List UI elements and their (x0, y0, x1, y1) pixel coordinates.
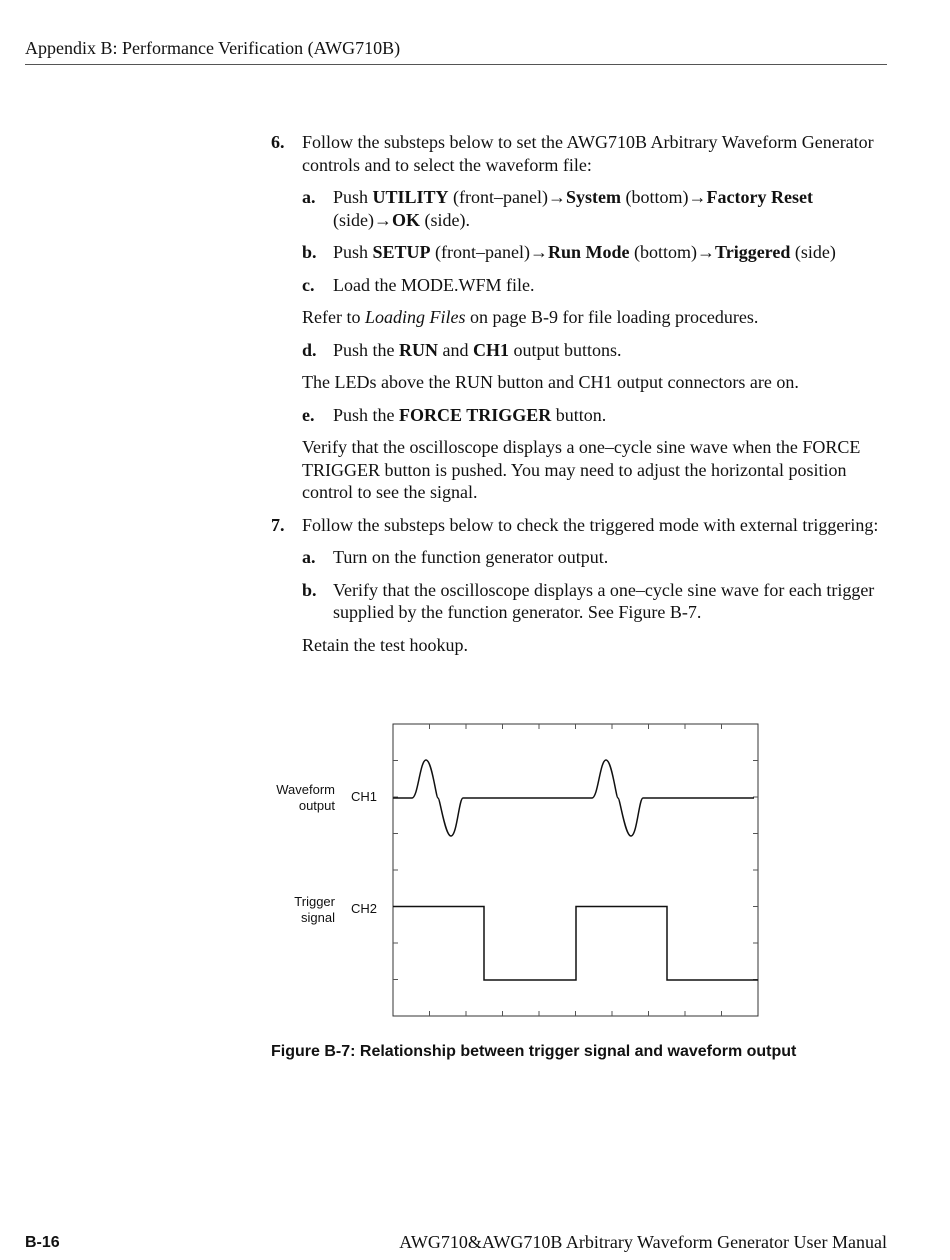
ch2-label-line2: signal (301, 910, 335, 925)
step-6 (271, 131, 891, 176)
substep-letter: a. (302, 547, 316, 567)
ch2-channel-name: CH2 (351, 901, 378, 916)
substep-letter: d. (302, 339, 317, 360)
leds-note: The LEDs above the RUN button and CH1 output connectors are on. (302, 372, 799, 392)
text-run: Push (333, 242, 373, 262)
text-run: (side). (420, 209, 470, 230)
ch1-channel-name: CH1 (351, 789, 378, 804)
run-mode-key: Run Mode (548, 242, 630, 262)
step-text: Follow the substeps below to set the AWG710B Arbitrary Waveform Generator controls and to select the waveform file: (302, 132, 874, 175)
substep-6e (302, 404, 891, 427)
refer-note (302, 306, 891, 329)
system-key: System (566, 187, 622, 207)
substep-letter: b. (302, 579, 317, 600)
setup-key: SETUP (372, 242, 431, 262)
ch2-label-line1: Trigger (294, 894, 335, 909)
ok-key: OK (391, 209, 420, 230)
text-run: Refer to (302, 307, 365, 327)
arrow-icon: → (688, 187, 707, 207)
verify-note: Verify that the oscilloscope displays a one–cycle sine wave when the FORCE TRIGGER button is pushed. You may need to adjust the horizontal position control to see the signal. (302, 437, 861, 502)
ch2-trigger-trace (393, 907, 758, 981)
step-number: 7. (271, 514, 285, 535)
substep-letter: a. (302, 187, 316, 207)
arrow-icon: → (697, 242, 716, 262)
text-run: Push the (333, 404, 400, 425)
text-run: (front–panel) (448, 187, 549, 207)
force-trigger-key: FORCE TRIGGER (399, 404, 552, 425)
substep-6b (302, 241, 891, 264)
utility-key: UTILITY (372, 187, 449, 207)
substep-6d (302, 339, 891, 362)
text-run: (bottom) (621, 187, 689, 207)
text-run: Push the (333, 339, 400, 360)
substep-text: Load the MODE.WFM file. (333, 274, 535, 295)
substep-6c (302, 274, 891, 297)
substep-text: Turn on the function generator output. (333, 547, 609, 567)
text-run: button. (551, 404, 607, 425)
step-number: 6. (271, 132, 285, 152)
cross-reference: Loading Files (364, 307, 466, 327)
manual-title: AWG710&AWG710B Arbitrary Waveform Generator User Manual (399, 1232, 887, 1252)
arrow-icon: → (373, 209, 392, 230)
ch1-label-line2: output (298, 798, 335, 813)
text-run: and (438, 339, 474, 360)
text-run: Push (333, 187, 373, 207)
substep-letter: b. (302, 242, 317, 262)
procedure-content (271, 131, 891, 666)
arrow-icon: → (530, 242, 549, 262)
figure-caption: Figure B-7: Relationship between trigger signal and waveform output (271, 1043, 797, 1060)
step-text: Follow the substeps below to check the triggered mode with external triggering: (302, 514, 879, 535)
factory-reset-key: Factory Reset (706, 187, 813, 207)
text-run: output buttons. (509, 339, 622, 360)
substep-7a (302, 546, 891, 569)
text-run: (side) (333, 209, 374, 230)
text-run: (bottom) (629, 242, 698, 262)
substep-letter: e. (302, 404, 315, 425)
ch1-label-line1: Waveform (276, 782, 335, 797)
ch1-key: CH1 (473, 339, 510, 360)
substep-text: Verify that the oscilloscope displays a one–cycle sine wave for each trigger supplied by the function generator. See Figure B-7. (333, 579, 875, 622)
substep-6a (302, 186, 891, 231)
text-run: (front–panel) (430, 242, 531, 262)
oscilloscope-diagram (270, 718, 770, 1028)
page-number: B-16 (25, 1234, 60, 1251)
run-key: RUN (399, 339, 439, 360)
substep-7b (302, 579, 891, 624)
retain-note: Retain the test hookup. (302, 634, 468, 655)
figure-b7 (270, 718, 770, 1028)
substep-letter: c. (302, 274, 315, 295)
text-run: (side) (790, 242, 836, 262)
ch1-waveform-trace (393, 760, 754, 836)
triggered-key: Triggered (715, 242, 791, 262)
step-7 (271, 514, 891, 537)
arrow-icon: → (548, 187, 567, 207)
text-run: on page B-9 for file loading procedures. (465, 307, 759, 327)
running-header: Appendix B: Performance Verification (AWG710B) (25, 38, 887, 65)
